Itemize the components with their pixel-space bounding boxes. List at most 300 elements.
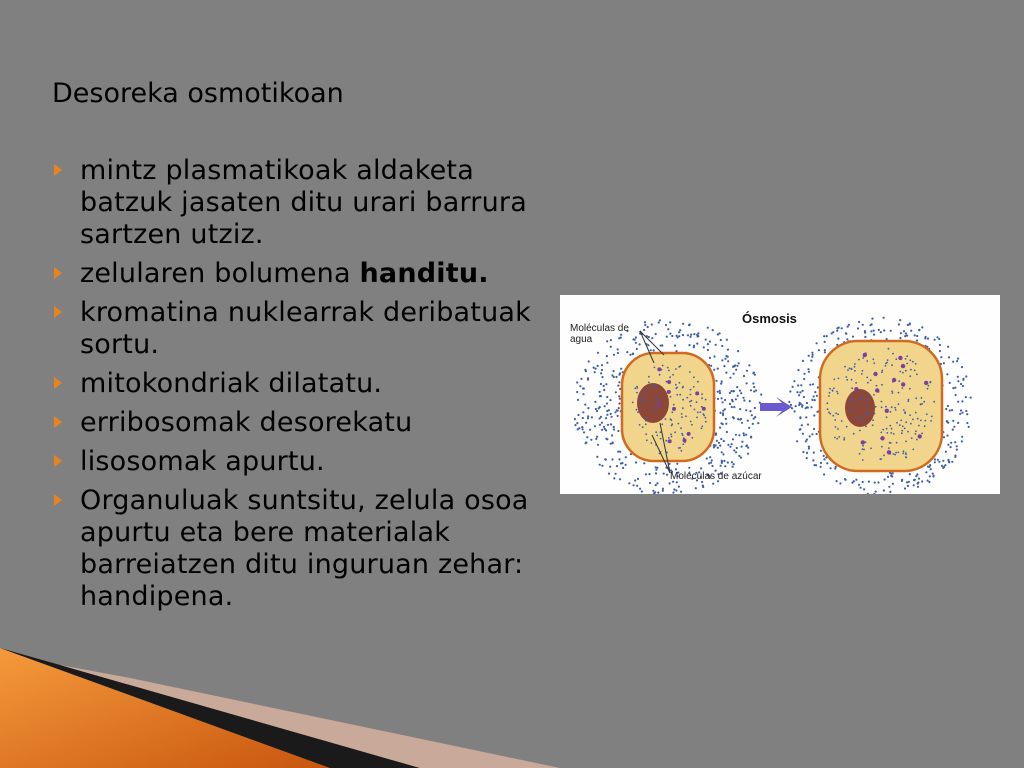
molecule-dot xyxy=(915,412,917,414)
molecule-dot xyxy=(921,433,923,435)
molecule-dot xyxy=(915,397,917,399)
molecule-dot xyxy=(843,437,845,439)
molecule-dot xyxy=(890,475,892,477)
molecule-dot xyxy=(906,363,908,365)
molecule-dot xyxy=(808,355,810,357)
molecule-dot xyxy=(835,412,837,414)
molecule-dot xyxy=(909,473,911,475)
molecule-dot xyxy=(720,465,722,467)
molecule-dot xyxy=(655,333,657,335)
molecule-dot xyxy=(716,440,718,442)
molecule-dot xyxy=(672,407,676,411)
molecule-dot xyxy=(610,423,612,425)
molecule-dot xyxy=(641,398,643,400)
molecule-dot xyxy=(886,428,888,430)
molecule-dot xyxy=(831,332,833,334)
molecule-dot xyxy=(947,405,949,407)
molecule-dot xyxy=(813,428,815,430)
molecule-dot xyxy=(870,330,872,332)
molecule-dot xyxy=(952,429,954,431)
molecule-dot xyxy=(965,396,967,398)
molecule-dot xyxy=(826,402,828,404)
molecule-dot xyxy=(867,414,869,416)
molecule-dot xyxy=(942,460,944,462)
molecule-dot xyxy=(687,432,691,436)
molecule-dot xyxy=(892,353,894,355)
molecule-dot xyxy=(686,397,688,399)
molecule-dot xyxy=(907,431,909,433)
molecule-dot xyxy=(675,384,677,386)
molecule-dot xyxy=(613,477,615,479)
molecule-dot xyxy=(678,423,680,425)
molecule-dot xyxy=(806,452,808,454)
molecule-dot xyxy=(880,458,882,460)
molecule-dot xyxy=(703,413,705,415)
molecule-dot xyxy=(915,433,917,435)
molecule-dot xyxy=(905,441,907,443)
molecule-dot xyxy=(739,390,741,392)
molecule-dot xyxy=(603,426,605,428)
molecule-dot xyxy=(838,327,840,329)
molecule-dot xyxy=(953,426,955,428)
molecule-dot xyxy=(870,379,872,381)
molecule-dot xyxy=(892,392,894,394)
molecule-dot xyxy=(900,332,902,334)
molecule-dot xyxy=(733,463,735,465)
molecule-dot xyxy=(719,392,721,394)
molecule-dot xyxy=(895,452,897,454)
molecule-dot xyxy=(834,419,836,421)
molecule-dot xyxy=(796,391,798,393)
molecule-dot xyxy=(753,386,755,388)
molecule-dot xyxy=(648,382,650,384)
molecule-dot xyxy=(601,422,603,424)
molecule-dot xyxy=(702,485,704,487)
molecule-dot xyxy=(788,401,790,403)
molecule-dot xyxy=(883,489,885,491)
molecule-dot xyxy=(824,349,826,351)
molecule-dot xyxy=(906,355,908,357)
molecule-dot xyxy=(889,491,891,493)
molecule-dot xyxy=(750,436,752,438)
molecule-dot xyxy=(797,369,799,371)
molecule-dot xyxy=(927,388,929,390)
molecule-dot xyxy=(617,410,619,412)
molecule-dot xyxy=(925,471,927,473)
molecule-dot xyxy=(959,413,961,415)
molecule-dot xyxy=(862,324,864,326)
molecule-dot xyxy=(576,422,578,424)
molecule-dot xyxy=(594,401,596,403)
molecule-dot xyxy=(813,395,815,397)
molecule-dot xyxy=(749,400,751,402)
molecule-dot xyxy=(957,401,959,403)
molecule-dot xyxy=(916,373,918,375)
molecule-dot xyxy=(703,346,705,348)
molecule-dot xyxy=(901,382,905,386)
molecule-dot xyxy=(733,365,735,367)
molecule-dot xyxy=(750,389,752,391)
molecule-dot xyxy=(878,329,880,331)
molecule-dot xyxy=(643,462,645,464)
molecule-dot xyxy=(729,446,731,448)
molecule-dot xyxy=(862,445,864,447)
molecule-dot xyxy=(654,384,656,386)
molecule-dot xyxy=(807,368,809,370)
molecule-dot xyxy=(891,473,893,475)
molecule-dot xyxy=(809,384,811,386)
molecule-dot xyxy=(671,425,673,427)
molecule-dot xyxy=(811,352,813,354)
molecule-dot xyxy=(867,382,869,384)
molecule-dot xyxy=(823,473,825,475)
molecule-dot xyxy=(645,423,647,425)
molecule-dot xyxy=(834,437,836,439)
molecule-dot xyxy=(799,391,801,393)
molecule-dot xyxy=(806,457,808,459)
molecule-dot xyxy=(673,404,675,406)
molecule-dot xyxy=(894,454,896,456)
bullet-item xyxy=(52,155,572,251)
molecule-dot xyxy=(605,429,607,431)
molecule-dot xyxy=(737,395,739,397)
molecule-dot xyxy=(939,350,941,352)
molecule-dot xyxy=(645,420,647,422)
molecule-dot xyxy=(841,327,843,329)
molecule-dot xyxy=(606,362,608,364)
molecule-dot xyxy=(970,397,972,399)
molecule-dot xyxy=(578,427,580,429)
molecule-dot xyxy=(660,438,662,440)
molecule-dot xyxy=(712,483,714,485)
molecule-dot xyxy=(669,321,671,323)
molecule-dot xyxy=(898,356,902,360)
molecule-dot xyxy=(678,335,680,337)
molecule-dot xyxy=(753,372,755,374)
molecule-dot xyxy=(855,479,857,481)
molecule-dot xyxy=(752,423,754,425)
molecule-dot xyxy=(655,410,657,412)
molecule-dot xyxy=(590,439,592,441)
molecule-dot xyxy=(617,451,619,453)
molecule-dot xyxy=(707,327,709,329)
molecule-dot xyxy=(820,462,822,464)
molecule-dot xyxy=(613,354,615,356)
bullet-text: zelularen bolumena xyxy=(80,258,360,289)
molecule-dot xyxy=(707,349,709,351)
molecule-dot xyxy=(648,376,650,378)
molecule-dot xyxy=(629,354,631,356)
molecule-dot xyxy=(946,373,948,375)
molecule-dot xyxy=(902,372,904,374)
molecule-dot xyxy=(931,416,933,418)
molecule-dot xyxy=(832,415,834,417)
molecule-dot xyxy=(855,417,857,419)
molecule-dot xyxy=(577,399,579,401)
molecule-dot xyxy=(738,362,740,364)
molecule-dot xyxy=(740,392,742,394)
molecule-dot xyxy=(874,482,876,484)
molecule-dot xyxy=(904,411,906,413)
molecule-dot xyxy=(909,414,911,416)
molecule-dot xyxy=(829,388,831,390)
bullet-item xyxy=(52,407,572,439)
molecule-dot xyxy=(599,464,601,466)
molecule-dot xyxy=(966,413,968,415)
molecule-dot xyxy=(902,452,904,454)
molecule-dot xyxy=(719,390,721,392)
molecule-dot xyxy=(591,416,593,418)
molecule-dot xyxy=(858,484,860,486)
molecule-dot xyxy=(961,366,963,368)
molecule-dot xyxy=(793,380,795,382)
molecule-dot xyxy=(690,421,692,423)
molecule-dot xyxy=(748,364,750,366)
figure-title: Ósmosis xyxy=(742,311,797,326)
molecule-dot xyxy=(729,403,731,405)
molecule-dot xyxy=(717,368,719,370)
molecule-dot xyxy=(722,412,724,414)
molecule-dot xyxy=(735,369,737,371)
molecule-dot xyxy=(924,337,926,339)
molecule-dot xyxy=(927,466,929,468)
molecule-dot xyxy=(731,443,733,445)
molecule-dot xyxy=(611,434,613,436)
molecule-dot xyxy=(805,440,807,442)
molecule-dot xyxy=(618,402,620,404)
molecule-dot xyxy=(574,418,576,420)
molecule-dot xyxy=(729,392,731,394)
molecule-dot xyxy=(957,358,959,360)
molecule-dot xyxy=(924,420,926,422)
molecule-dot xyxy=(674,345,676,347)
molecule-dot xyxy=(805,416,807,418)
label-water: Moléculas de agua xyxy=(570,323,629,345)
molecule-dot xyxy=(956,449,958,451)
molecule-dot xyxy=(852,398,854,400)
molecule-dot xyxy=(824,341,826,343)
molecule-dot xyxy=(898,323,900,325)
molecule-dot xyxy=(678,447,680,449)
molecule-dot xyxy=(660,431,662,433)
molecule-dot xyxy=(915,430,917,432)
molecule-dot xyxy=(735,398,737,400)
molecule-dot xyxy=(601,376,603,378)
molecule-dot xyxy=(610,443,612,445)
molecule-dot xyxy=(817,386,819,388)
molecule-dot xyxy=(747,453,749,455)
molecule-dot xyxy=(655,386,657,388)
molecule-dot xyxy=(866,377,868,379)
molecule-dot xyxy=(912,361,914,363)
molecule-dot xyxy=(625,464,627,466)
molecule-dot xyxy=(917,486,919,488)
molecule-dot xyxy=(854,366,856,368)
molecule-dot xyxy=(697,335,699,337)
molecule-dot xyxy=(609,466,611,468)
molecule-dot xyxy=(665,418,667,420)
molecule-dot xyxy=(873,330,875,332)
molecule-dot xyxy=(667,390,671,394)
molecule-dot xyxy=(743,434,745,436)
molecule-dot xyxy=(720,383,722,385)
molecule-dot xyxy=(954,455,956,457)
molecule-dot xyxy=(673,488,675,490)
molecule-dot xyxy=(603,389,605,391)
molecule-dot xyxy=(753,418,755,420)
molecule-dot xyxy=(912,449,914,451)
molecule-dot xyxy=(820,450,822,452)
molecule-dot xyxy=(582,387,584,389)
molecule-dot xyxy=(659,374,661,376)
molecule-dot xyxy=(806,402,808,404)
molecule-dot xyxy=(794,410,796,412)
molecule-dot xyxy=(710,462,712,464)
molecule-dot xyxy=(643,392,645,394)
molecule-dot xyxy=(650,442,652,444)
molecule-dot xyxy=(836,480,838,482)
molecule-dot xyxy=(709,456,711,458)
molecule-dot xyxy=(803,396,805,398)
molecule-dot xyxy=(669,376,671,378)
molecule-dot xyxy=(848,407,850,409)
molecule-dot xyxy=(634,387,636,389)
molecule-dot xyxy=(646,439,648,441)
molecule-dot xyxy=(696,417,698,419)
molecule-dot xyxy=(742,397,744,399)
molecule-dot xyxy=(912,419,914,421)
molecule-dot xyxy=(802,360,804,362)
molecule-dot xyxy=(726,339,728,341)
molecule-dot xyxy=(834,467,836,469)
molecule-dot xyxy=(683,438,687,442)
molecule-dot xyxy=(814,399,816,401)
molecule-dot xyxy=(705,417,707,419)
molecule-dot xyxy=(636,387,638,389)
molecule-dot xyxy=(752,382,754,384)
molecule-dot xyxy=(701,428,703,430)
molecule-dot xyxy=(741,446,743,448)
molecule-dot xyxy=(939,344,941,346)
molecule-dot xyxy=(883,329,885,331)
molecule-dot xyxy=(721,397,723,399)
bullet-arrow-icon xyxy=(54,494,62,506)
molecule-dot xyxy=(672,374,674,376)
molecule-dot xyxy=(582,417,584,419)
molecule-dot xyxy=(597,352,599,354)
molecule-dot xyxy=(890,432,892,434)
molecule-dot xyxy=(845,376,847,378)
molecule-dot xyxy=(816,433,818,435)
molecule-dot xyxy=(846,379,848,381)
molecule-dot xyxy=(727,360,729,362)
molecule-dot xyxy=(645,473,647,475)
molecule-dot xyxy=(709,341,711,343)
molecule-dot xyxy=(905,370,907,372)
molecule-dot xyxy=(909,359,911,361)
molecule-dot xyxy=(808,446,810,448)
molecule-dot xyxy=(880,432,882,434)
molecule-dot xyxy=(619,398,621,400)
molecule-dot xyxy=(901,480,903,482)
bullet-arrow-icon xyxy=(54,377,62,389)
molecule-dot xyxy=(918,478,920,480)
molecule-dot xyxy=(667,380,671,384)
molecule-dot xyxy=(844,478,846,480)
molecule-dot xyxy=(696,343,698,345)
molecule-dot xyxy=(820,466,822,468)
molecule-dot xyxy=(736,447,738,449)
molecule-dot xyxy=(951,461,953,463)
molecule-dot xyxy=(954,387,956,389)
molecule-dot xyxy=(655,472,657,474)
molecule-dot xyxy=(619,451,621,453)
molecule-dot xyxy=(806,406,808,408)
molecule-dot xyxy=(904,335,906,337)
molecule-dot xyxy=(596,410,598,412)
molecule-dot xyxy=(956,445,958,447)
molecule-dot xyxy=(690,405,692,407)
molecule-dot xyxy=(861,398,863,400)
molecule-dot xyxy=(938,461,940,463)
molecule-dot xyxy=(952,361,954,363)
molecule-dot xyxy=(668,439,672,443)
molecule-dot xyxy=(694,409,696,411)
molecule-dot xyxy=(905,457,907,459)
molecule-dot xyxy=(731,406,733,408)
molecule-dot xyxy=(639,424,641,426)
molecule-dot xyxy=(915,475,917,477)
molecule-dot xyxy=(751,414,753,416)
molecule-dot xyxy=(667,328,669,330)
molecule-dot xyxy=(611,374,613,376)
molecule-dot xyxy=(699,411,701,413)
molecule-dot xyxy=(715,380,717,382)
molecule-dot xyxy=(622,467,624,469)
molecule-dot xyxy=(714,445,716,447)
molecule-dot xyxy=(691,437,693,439)
molecule-dot xyxy=(649,482,651,484)
molecule-dot xyxy=(576,391,578,393)
molecule-dot xyxy=(652,490,654,492)
molecule-dot xyxy=(863,449,865,451)
molecule-dot xyxy=(951,409,953,411)
molecule-dot xyxy=(616,465,618,467)
molecule-dot xyxy=(946,421,948,423)
molecule-dot xyxy=(732,416,734,418)
molecule-dot xyxy=(883,455,885,457)
molecule-dot xyxy=(574,424,576,426)
molecule-dot xyxy=(829,413,831,415)
molecule-dot xyxy=(674,431,676,433)
molecule-dot xyxy=(646,389,648,391)
molecule-dot xyxy=(900,420,902,422)
molecule-dot xyxy=(576,381,578,383)
molecule-dot xyxy=(895,409,897,411)
molecule-dot xyxy=(901,430,903,432)
molecule-dot xyxy=(656,397,658,399)
molecule-dot xyxy=(695,391,699,395)
molecule-dot xyxy=(960,409,962,411)
molecule-dot xyxy=(803,378,805,380)
molecule-dot xyxy=(826,462,828,464)
molecule-dot xyxy=(743,432,745,434)
molecule-dot xyxy=(915,363,917,365)
molecule-dot xyxy=(638,397,640,399)
molecule-dot xyxy=(905,454,907,456)
molecule-dot xyxy=(643,399,645,401)
molecule-dot xyxy=(930,468,932,470)
